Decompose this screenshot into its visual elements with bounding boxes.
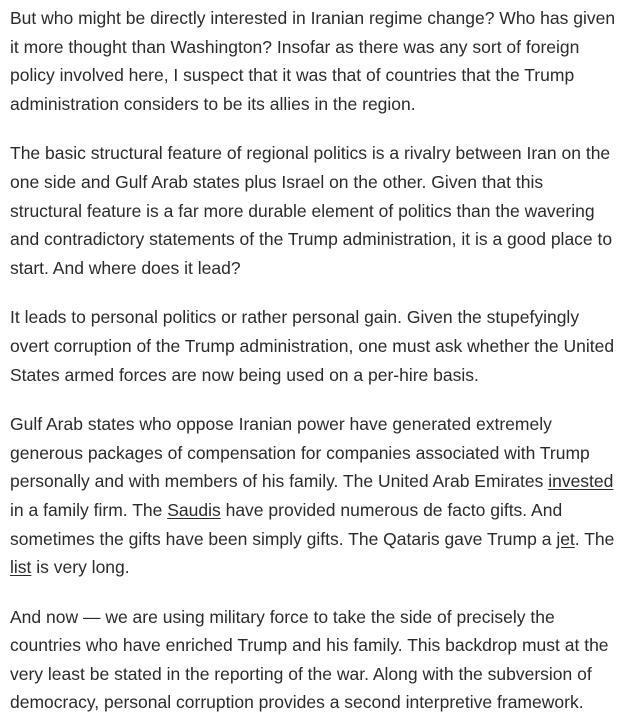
paragraph-3: It leads to personal politics or rather personal gain. Given the stupefyingly overt corruption of the Trump administration, one must ask whether the United States armed forces are now being used on a per-hire basis. <box>10 307 615 385</box>
jet-link[interactable]: jet <box>556 528 575 549</box>
list-link[interactable]: list <box>10 557 32 578</box>
paragraph-4 <box>10 410 617 582</box>
paragraph-4-text-3: have provided numerous de facto gifts. And sometimes the gifts have been simply gifts. The Qataris gave Trump a <box>10 499 563 549</box>
paragraph-1: But who might be directly interested in Iranian regime change? Who has given it more thought than Washington? Insofar as there was any sort of foreign policy involved here, I suspect that it was that of countries that the Trump administration considers to be its allies in the region. <box>10 8 616 114</box>
paragraph-2: The basic structural feature of regional politics is a rivalry between Iran on the one side and Gulf Arab states plus Israel on the other. Given that this structural feature is a far more durable element of politics than the wavering and contradictory statements of the Trump administration, it is a good place to start. And where does it lead? <box>10 143 613 278</box>
invested-link[interactable]: invested <box>548 471 614 492</box>
paragraph-5: And now — we are using military force to take the side of precisely the countries who have enriched Trump and his family. This backdrop must at the very least be stated in the reporting of the war. Along with the subversion of democracy, personal corruption provides a second interpretive framework. <box>10 606 609 713</box>
saudis-link[interactable]: Saudis <box>167 499 221 520</box>
paragraph-4-text-5: is very long. <box>31 557 130 578</box>
paragraph-4-text-2: in a family firm. The <box>10 499 168 520</box>
paragraph-4-text-1: Gulf Arab states who oppose Iranian power have generated extremely generous packages of compensation for companies associated with Trump personally and with members of his family. The United Arab Emirates <box>10 414 590 492</box>
paragraph-4-text-4: . The <box>574 528 615 549</box>
